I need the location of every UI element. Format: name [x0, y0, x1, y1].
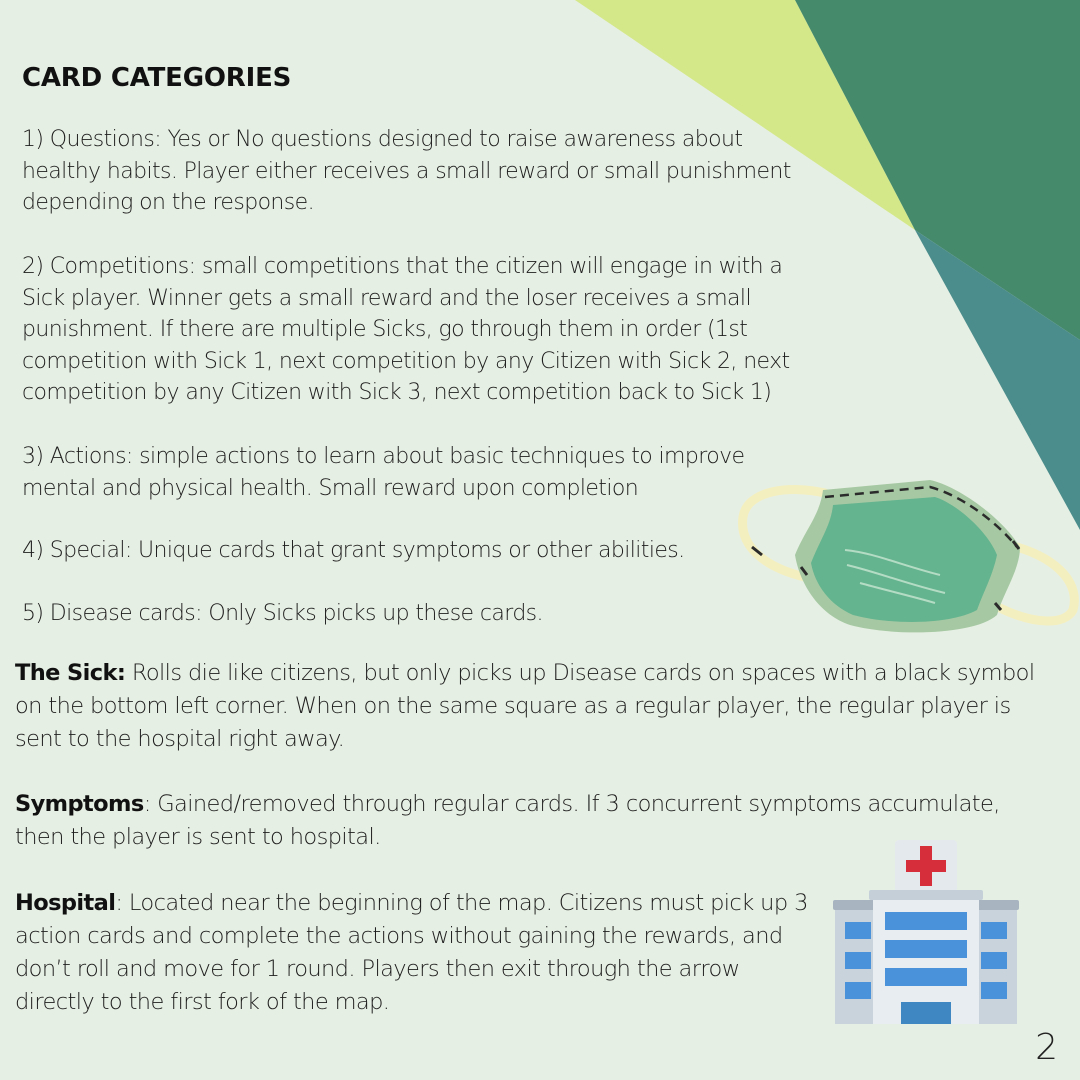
category-questions: 1) Questions: Yes or No questions designed to raise awareness about healthy habits. Player either receives a small reward or small punishment depending on the response. [22, 127, 791, 215]
rule-term: Symptoms [15, 791, 144, 817]
rule-text: Rolls die like citizens, but only picks up Disease cards on spaces with a black symbol on the bottom left corner. When on the same square as a regular player, the regular player is sent to the hospital right away. [15, 660, 1035, 752]
category-disease-cards: 5) Disease cards: Only Sicks picks up these cards. [22, 601, 543, 626]
page-number: 2 [1035, 1027, 1058, 1068]
page-title: CARD CATEGORIES [22, 63, 292, 93]
rule-the-sick [15, 657, 1055, 756]
rule-term: Hospital [15, 890, 116, 916]
rule-hospital [15, 887, 825, 1019]
rule-text: : Located near the beginning of the map. Citizens must pick up 3 action cards and complete the actions without gaining the rewards, and don’t roll and move for 1 round. Players then exit through the arrow directly to the first fork of the map. [15, 890, 808, 1015]
category-actions: 3) Actions: simple actions to learn about basic techniques to improve mental and physical health. Small reward upon completion [22, 444, 745, 501]
category-competitions: 2) Competitions: small competitions that the citizen will engage in with a Sick player. Winner gets a small reward and the loser receives a small punishment. If there are multiple Sicks, go through them in order (1st competition with Sick 1, next competition by any Citizen with Sick 2, next competition by any Citizen with Sick 3, next competition back to Sick 1) [22, 254, 790, 405]
rule-term: The Sick: [15, 660, 126, 686]
rule-text: : Gained/removed through regular cards. If 3 concurrent symptoms accumulate, then the player is sent to hospital. [15, 791, 1000, 850]
category-special: 4) Special: Unique cards that grant symptoms or other abilities. [22, 538, 685, 563]
rule-symptoms [15, 788, 1055, 854]
